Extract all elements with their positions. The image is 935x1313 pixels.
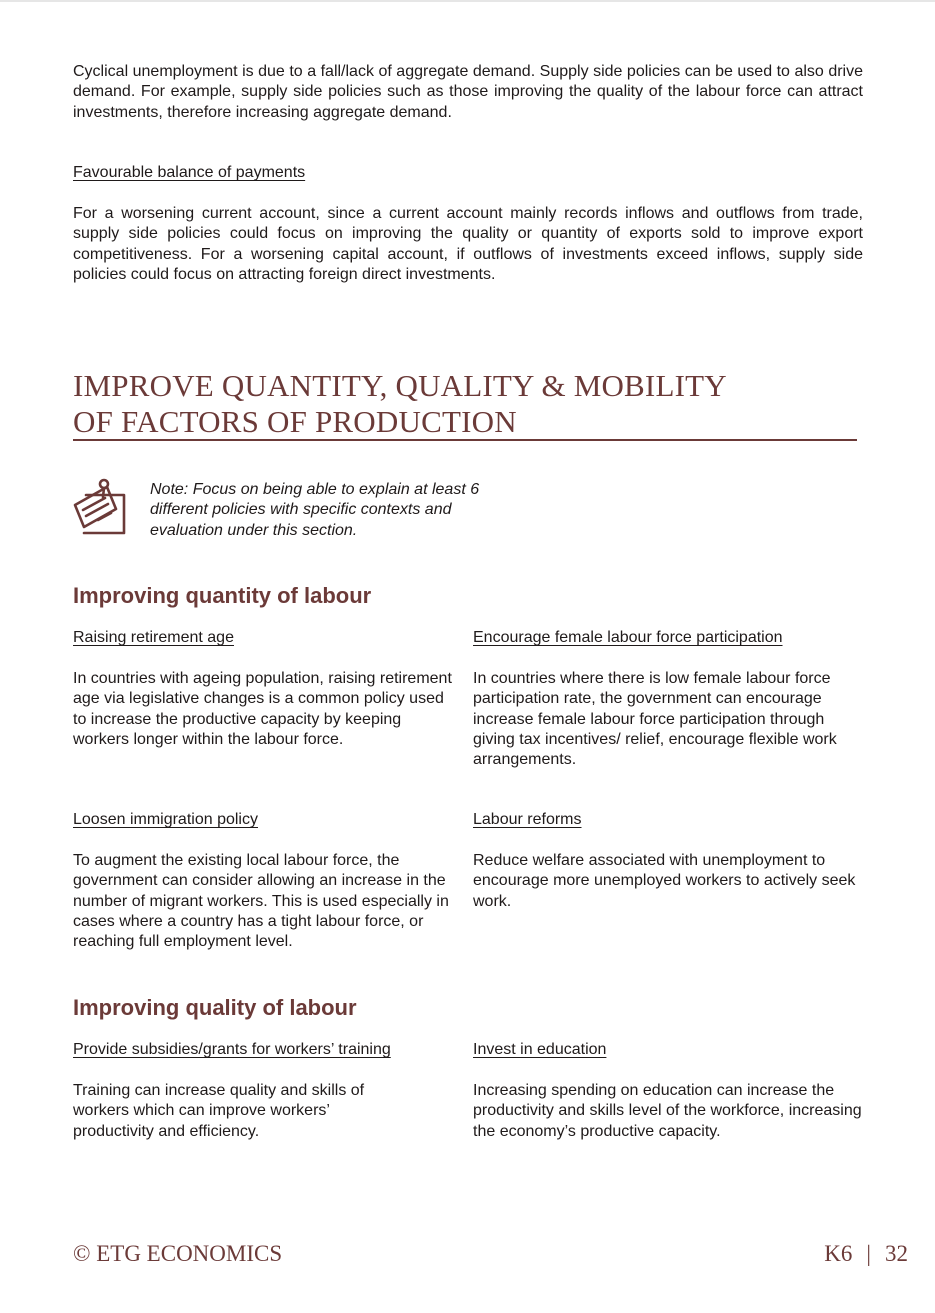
invest-in-education-heading: Invest in education bbox=[473, 1041, 607, 1058]
raising-retirement-age-heading: Raising retirement age bbox=[73, 629, 234, 646]
quality-of-labour-heading: Improving quality of labour bbox=[73, 995, 357, 1020]
section-title-line2: OF FACTORS OF PRODUCTION bbox=[73, 404, 517, 439]
training-subsidies-body: Training can increase quality and skills of workers which can improve workers’ productivity and efficiency. bbox=[73, 1082, 365, 1140]
section-title bbox=[73, 368, 727, 440]
section-title-rule bbox=[73, 439, 857, 441]
female-participation-heading: Encourage female labour force participation bbox=[473, 629, 783, 646]
intro-paragraph: Cyclical unemployment is due to a fall/lack of aggregate demand. Supply side policies can be used to also drive demand. For example, supply side policies such as those improving the quality of the labour force can attract investments, therefore increasing aggregate demand. bbox=[73, 63, 863, 121]
section-title-line1: IMPROVE QUANTITY, QUALITY & MOBILITY bbox=[73, 368, 727, 403]
footer-page-info bbox=[778, 1240, 908, 1268]
labour-reforms-heading: Labour reforms bbox=[473, 811, 582, 828]
training-subsidies-heading: Provide subsidies/grants for workers’ training bbox=[73, 1041, 391, 1058]
footer-separator: | bbox=[866, 1241, 871, 1266]
balance-of-payments-paragraph: For a worsening current account, since a current account mainly records inflows and outflows from trade, supply side policies could focus on improving the quality or quantity of exports sold to improve export competitiveness. For a worsening capital account, if outflows of investments exceed inflows, supply side policies could focus on attracting foreign direct investments. bbox=[73, 205, 863, 283]
note-text: Note: Focus on being able to explain at least 6 different policies with specific contexts and evaluation under this section. bbox=[150, 481, 480, 539]
raising-retirement-age-body: In countries with ageing population, raising retirement age via legislative changes is a common policy used to increase the productive capacity by keeping workers longer within the labour force. bbox=[73, 670, 452, 748]
invest-in-education-body: Increasing spending on education can increase the productivity and skills level of the workforce, increasing the economy’s productive capacity. bbox=[473, 1082, 862, 1140]
page-top-border bbox=[0, 0, 935, 2]
female-participation-body: In countries where there is low female labour force participation rate, the government can encourage increase female labour force participation through giving tax incentives/ relief, encourage flexible work arrangements. bbox=[473, 670, 837, 769]
page-number: 32 bbox=[885, 1241, 908, 1266]
footer-copyright: © ETG ECONOMICS bbox=[73, 1241, 283, 1266]
footer-code: K6 bbox=[824, 1241, 853, 1266]
labour-reforms-body: Reduce welfare associated with unemployment to encourage more unemployed workers to actively seek work. bbox=[473, 852, 856, 910]
quantity-of-labour-heading: Improving quantity of labour bbox=[73, 583, 372, 608]
loosen-immigration-heading: Loosen immigration policy bbox=[73, 811, 258, 828]
note-pin-icon bbox=[72, 477, 130, 537]
loosen-immigration-body: To augment the existing local labour force, the government can consider allowing an increase in the number of migrant workers. This is used especially in cases where a country has a tight labour force, or reaching full employment level. bbox=[73, 852, 449, 951]
balance-of-payments-heading: Favourable balance of payments bbox=[73, 164, 306, 181]
